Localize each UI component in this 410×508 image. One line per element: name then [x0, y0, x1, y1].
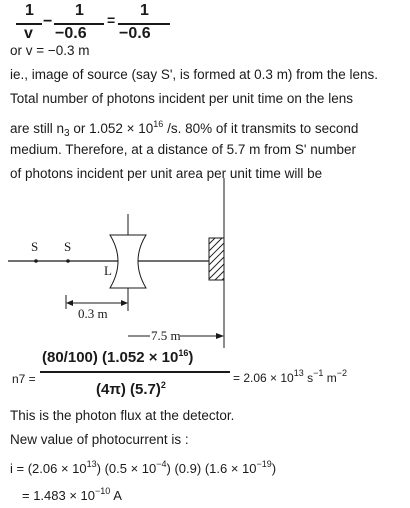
fraction-3-numerator: 1 [140, 2, 149, 19]
equation-photocurrent-result: = $1.483 \times 10^{-10}$ A [22, 486, 122, 503]
eq2-result: = $2.06 \times 10^{13}$ $s^{-1}$ $m^{-2}$ [233, 368, 347, 385]
dimension-label-7-5m: 7.5 m [151, 328, 181, 343]
paragraph-line: This is the photon flux at the detector. [10, 408, 235, 423]
source-label-s: S [31, 239, 39, 254]
fraction-2-denominator: −0.6 [55, 25, 87, 42]
dimension-label-0-3m: 0.3 m [78, 306, 108, 321]
source-label-s2: S [64, 239, 72, 254]
eq2-denominator: (4π) $(5.7)^2$ [96, 380, 166, 398]
fraction-2-numerator: 1 [75, 2, 84, 19]
fraction-1-numerator: 1 [25, 2, 34, 19]
fraction-1-denominator: v [24, 25, 33, 42]
paragraph-line: of photons incident per unit area per unit time will be [10, 166, 323, 181]
paragraph-line: medium. Therefore, at a distance of 5.7 m from S' number [10, 142, 356, 157]
eq2-numerator: (80/100) $(1.052 \times 10^{16})$ [42, 348, 194, 366]
optics-diagram [0, 178, 410, 348]
paragraph-line-photon-rate: are still $n_3$ or $1.052 \times 10^{16}$ /s. 80% of it transmits to second [10, 119, 359, 139]
eq2-fraction-bar [40, 371, 230, 373]
minus-sign: − [43, 13, 53, 30]
fraction-3-denominator: −0.6 [119, 25, 151, 42]
line-or-v: or v = −0.3 m [10, 43, 90, 58]
paragraph-line: New value of photocurrent is : [10, 432, 189, 447]
eq2-lhs: n7 = [12, 372, 36, 386]
equals-sign: = [107, 12, 116, 28]
equation-photocurrent: $i = (2.06 \times 10^{13})$ $(0.5 \times 10^{-4})$ (0.9) $(1.6 \times 10^{-19})$ [10, 459, 277, 476]
paragraph-line: ie., image of source (say S', is formed at 0.3 m) from the lens. [10, 67, 378, 82]
lens-label: L [104, 263, 112, 278]
paragraph-line: Total number of photons incident per unit time on the lens [10, 91, 353, 106]
